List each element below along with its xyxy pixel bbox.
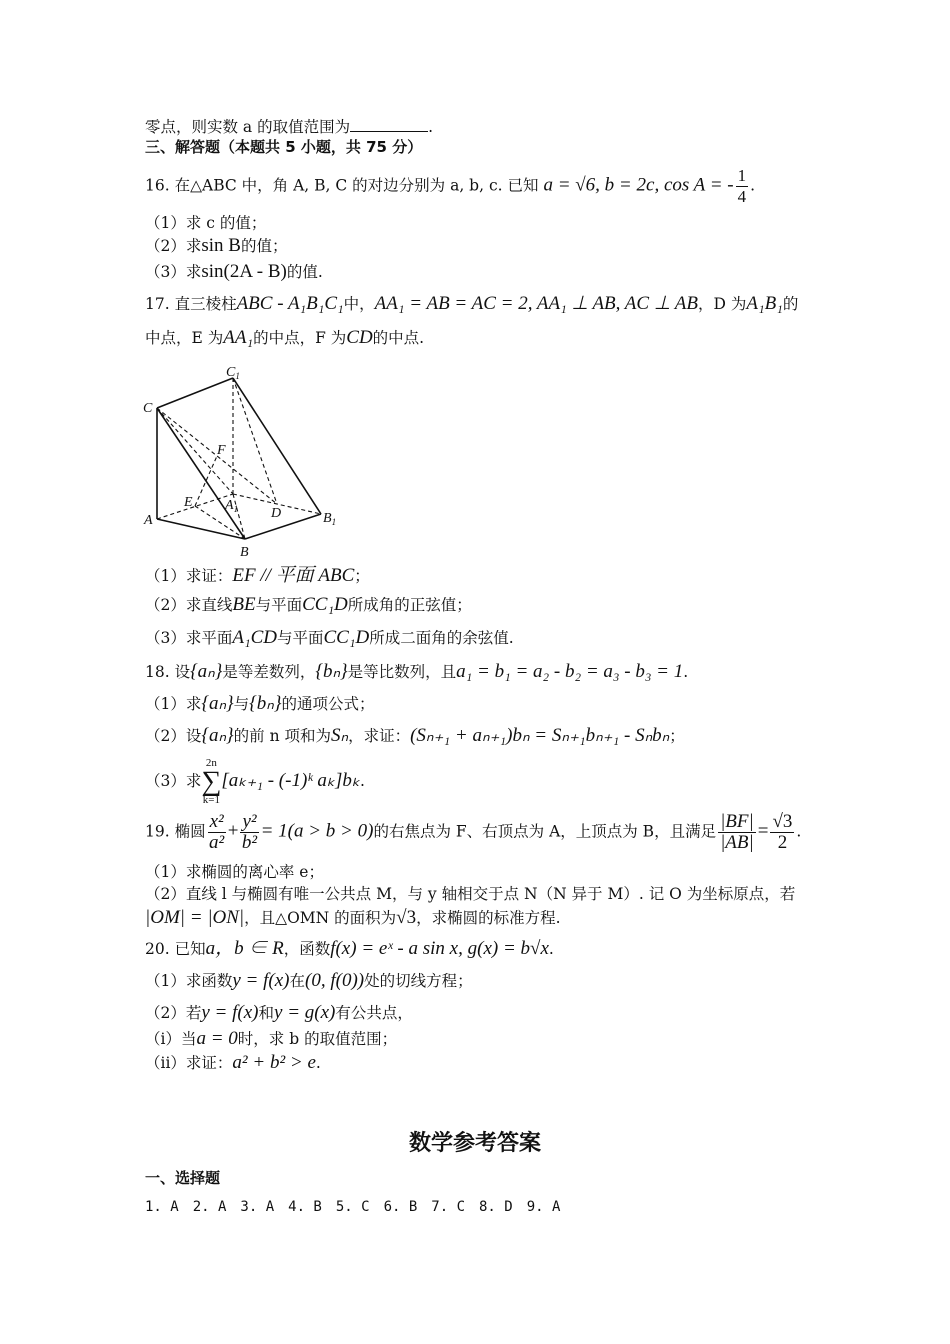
text: . [796,822,802,841]
math: y = g(x) [274,1002,336,1023]
text: （2）求 [145,237,202,255]
answer-blank [350,117,428,132]
text: 和 [258,1004,275,1022]
q17-stem [145,293,798,315]
text: 是等比数列，且 [347,663,457,681]
text: （ii）求证： [145,1054,233,1072]
math: a，b ∈ R [205,938,284,959]
q16-part1: （1）求 c 的值； [145,214,267,232]
math: = 1(a > b > 0) [260,820,374,842]
text: ，函数 [283,940,331,958]
text: 在 [289,972,306,990]
text: 的前 n 项和为 [233,727,331,745]
answers-section-1: 一、选择题 [145,1169,221,1187]
text: ，求椭圆的标准方程. [416,909,561,927]
label-A: A [144,513,153,528]
text: . [548,940,554,958]
frac-y2-b2 [240,812,258,853]
period: . [428,118,434,136]
q15-tail-line [145,116,433,138]
q19-part1: （1）求椭圆的离心率 e； [145,863,324,881]
frac-num: √3 [772,811,793,832]
period: . [750,176,756,195]
frac-num: x² [209,811,224,832]
math: (Sₙ₊₁ + aₙ₊₁)bₙ = Sₙ₊₁bₙ₊₁ - Sₙbₙ [410,725,670,746]
text: 中， [343,295,375,313]
math: {aₙ} [201,725,234,746]
math: {bₙ} [315,661,348,682]
text: ，求证： [348,727,411,745]
edge-CC1 [157,378,233,408]
text: . [315,1054,321,1072]
text: （3）求 [145,263,202,281]
math: BE [232,594,256,615]
text: 处的切线方程； [364,972,473,990]
q20-part2 [145,1002,413,1024]
text: （2）设 [145,727,202,745]
text: 的中点，F 为 [253,329,347,347]
text: （1）求函数 [145,972,233,990]
text: （1）求证： [145,567,233,585]
q16-math: a = √6, b = 2c, cos A = - [543,174,734,196]
label-D: D [271,506,282,521]
frac-den: 4 [737,187,747,206]
text: （3）求 [145,772,202,790]
frac-bf-ab [718,812,756,853]
frac-den: 2 [777,832,788,853]
q19-part2: （2）直线 l 与椭圆有唯一公共点 M，与 y 轴相交于点 N（N 异于 M）. 记 O 为坐标原点，若 [145,885,796,903]
text: . [359,772,365,790]
frac-den: |AB| [720,832,754,853]
label-B1: $B_1$ [323,511,337,527]
q17-part3 [145,627,514,649]
text: （3）求平面 [145,629,233,647]
section-3-heading: 三、解答题（本题共 5 小题，共 75 分） [145,138,423,156]
label-E: E [184,495,193,510]
math: AA₁ [223,327,254,348]
math: EF // 平面 ABC [232,565,355,586]
q20-stem [145,938,554,960]
label-A1: $A_1$ [225,498,239,514]
math: f(x) = eˣ - a sin x, g(x) = b√x [330,938,549,959]
text: ，且△OMN 的面积为 [244,909,397,927]
q16-part2 [145,235,288,257]
text: 有公共点， [335,1004,413,1022]
answers-title: 数学参考答案 [408,1131,541,1156]
text: ； [669,727,685,745]
text: 的值. [286,263,323,281]
math: |OM| = |ON| [145,907,245,928]
math: Sₙ [331,725,349,746]
q18-stem [145,661,688,683]
label-C1: $C_1$ [226,365,240,381]
edge-BB1 [245,514,321,539]
frac-num: y² [242,811,257,832]
math: CD [346,327,373,348]
equals: = [757,820,769,842]
q16-part3 [145,261,323,283]
text: 17. 直三棱柱 [145,295,237,313]
edge-C1B1 [233,378,321,514]
math: A₁CD [232,627,277,648]
frac-num: 1 [737,166,747,185]
q19-stem [145,812,801,853]
q15-tail-text: 零点，则实数 a 的取值范围为 [145,118,351,136]
math: {aₙ} [201,693,234,714]
text: 与平面 [276,629,324,647]
text: 的中点. [372,329,425,347]
label-B: B [240,545,249,560]
q16-text: 16. 在△ABC 中，角 A, B, C 的对边分别为 a, b, c. 已知 [145,176,539,195]
frac-root3-2 [770,812,794,853]
math: CC₁D [323,627,370,648]
summation [201,758,221,806]
text: （i）当 [145,1030,197,1048]
dashed-C1D [233,378,277,504]
text: 是等差数列， [222,663,316,681]
frac-x2-a2 [208,812,226,853]
q18-part3 [145,758,365,806]
math: a₁ = b₁ = a₂ - b₂ = a₃ - b₃ = 1 [456,661,684,682]
math: A₁B₁ [746,293,783,314]
label-F: F [217,443,226,458]
math: y = f(x) [232,970,290,991]
math: √3 [396,907,417,928]
math: [aₖ₊₁ - (-1)ᵏ aₖ]bₖ [221,770,360,791]
frac-den: a² [209,832,225,853]
text: 的值； [240,237,288,255]
text: 的 [782,295,799,313]
math: sin(2A - B) [201,261,287,282]
q16-stem [145,166,755,207]
answers-choices: 1. A 2. A 3. A 4. B 5. C 6. B 7. C 8. D 9. A [145,1199,561,1215]
q17-stem-line2 [145,327,424,349]
text: . [683,663,689,681]
text: ，D 为 [698,295,747,313]
text: 20. 已知 [145,940,206,958]
text: 的右焦点为 F、右顶点为 A，上顶点为 B，且满足 [373,822,717,841]
q17-part1 [145,565,370,587]
q18-part1 [145,693,374,715]
frac-den: b² [241,832,258,853]
math: (0, f(0)) [305,970,365,991]
q20-part2-ii [145,1052,321,1074]
sum-upper: 2n [205,757,217,769]
frac-num: |BF| [720,811,754,832]
math: AA₁ = AB = AC = 2, AA₁ ⊥ AB, AC ⊥ AB [374,293,699,314]
label-C: C [143,401,153,416]
text: （2）若 [145,1004,202,1022]
text: 的通项公式； [281,695,375,713]
prism-figure [140,362,360,562]
sum-lower: k=1 [202,794,220,806]
text: 所成二面角的余弦值. [369,629,514,647]
q16-fraction [736,166,749,207]
math: sin B [201,235,241,256]
q18-part2 [145,725,685,747]
dashed-A1B [233,494,245,539]
math: CC₁D [302,594,348,615]
q19-part2-line2 [145,907,561,929]
q20-part1 [145,970,473,992]
math: a² + b² > e [232,1052,316,1073]
math: {aₙ} [190,661,223,682]
math: y = f(x) [201,1002,259,1023]
edge-CB [157,408,245,539]
text: 中点，E 为 [145,329,224,347]
text: （1）求 [145,695,202,713]
text: 与 [233,695,250,713]
text: 18. 设 [145,663,191,681]
sum-sign: ∑ [201,766,222,797]
plus: + [227,820,239,842]
text: 与平面 [255,596,303,614]
text: 所成角的正弦值； [347,596,472,614]
math: {bₙ} [249,693,282,714]
math: a = 0 [196,1028,238,1049]
text: 19. 椭圆 [145,822,206,841]
text: 时，求 b 的取值范围； [237,1030,398,1048]
q17-part2 [145,594,472,616]
text: ； [354,567,370,585]
edge-AB [157,519,245,539]
text: （2）求直线 [145,596,233,614]
q20-part2-i [145,1028,397,1050]
math: ABC - A₁B₁C₁ [236,293,344,314]
